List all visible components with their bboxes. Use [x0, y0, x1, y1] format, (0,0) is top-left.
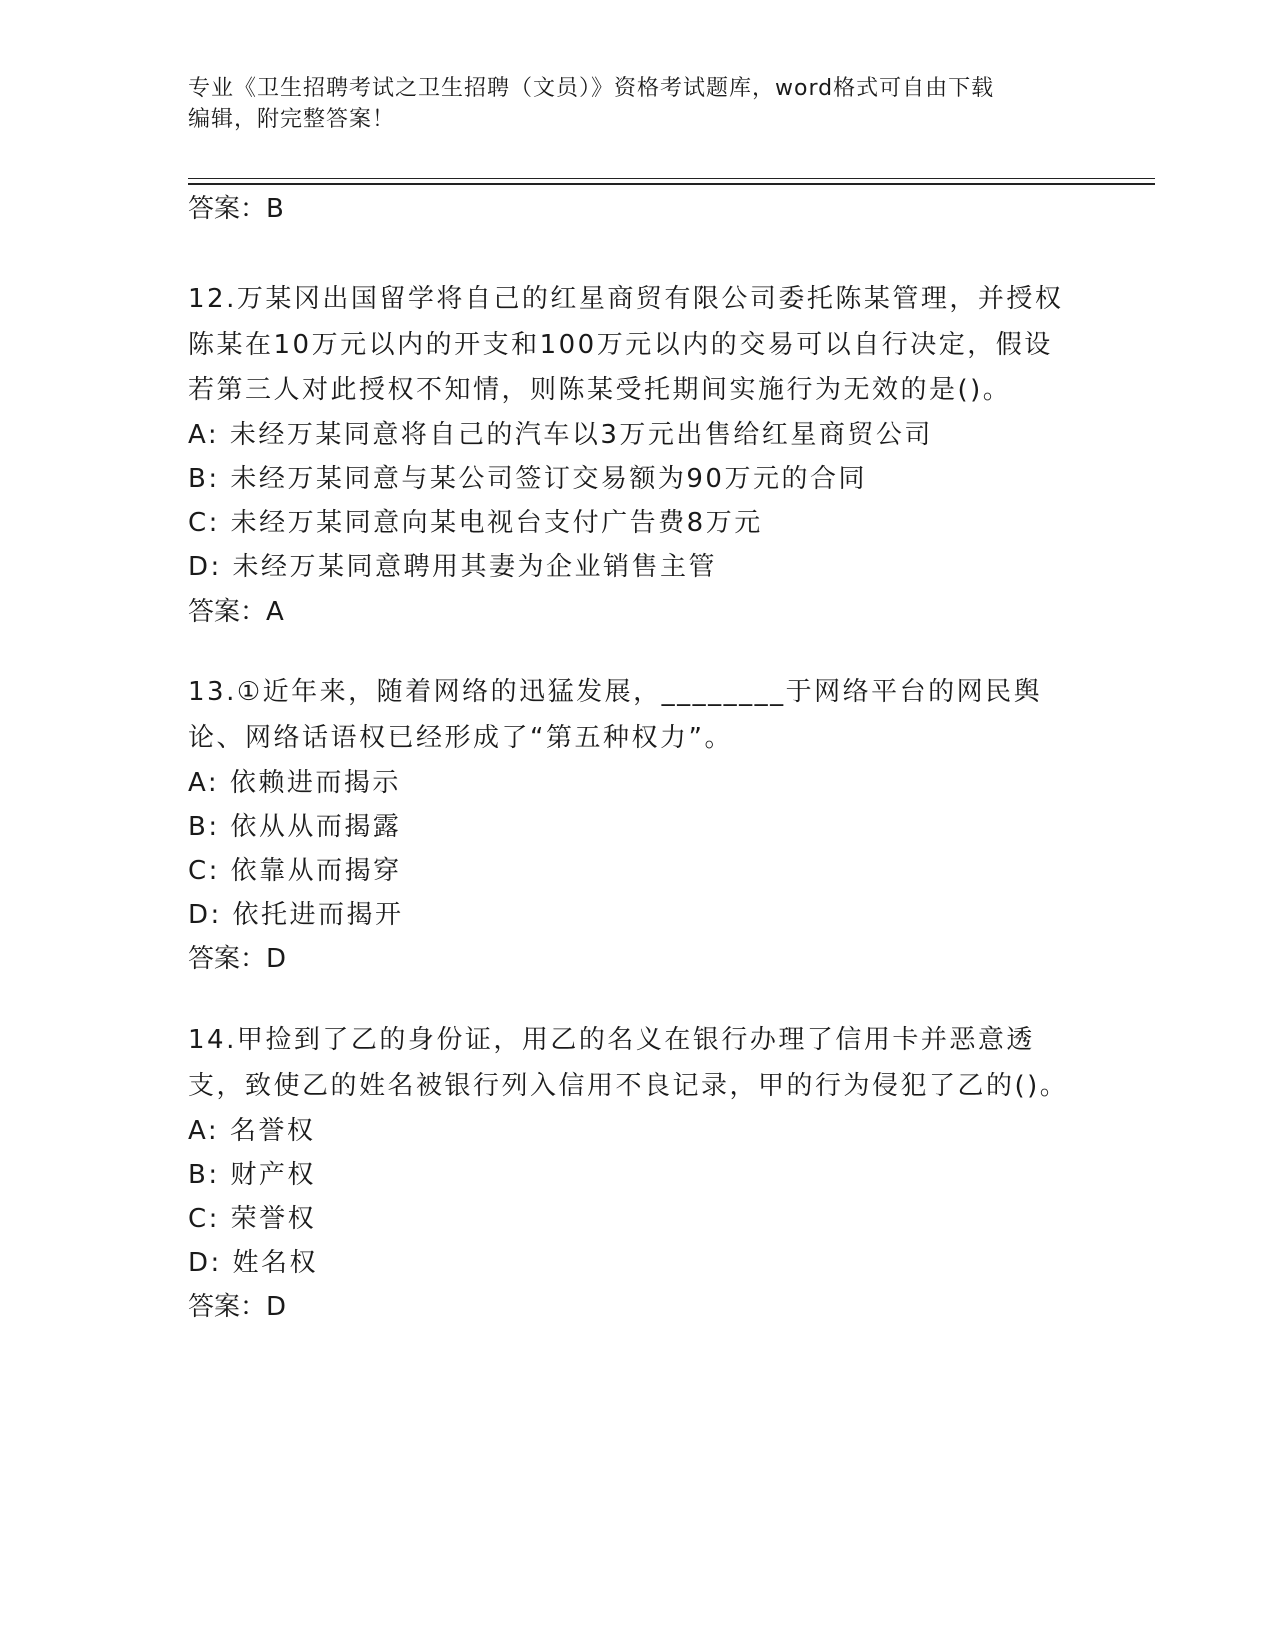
question-12-option-c: C: 未经万某同意向某电视台支付广告费8万元: [188, 508, 763, 538]
question-13-option-c: C: 依靠从而揭穿: [188, 856, 402, 886]
question-12-text: 12.万某冈出国留学将自己的红星商贸有限公司委托陈某管理，并授权陈某在10万元以内的开支和100万元以内的交易可以自行决定，假设若第三人对此授权不知情，则陈某受托期间实施行为无效的是()。: [188, 284, 1064, 405]
question-14-text: 14.甲捡到了乙的身份证，用乙的名义在银行办理了信用卡并恶意透支，致使乙的姓名被银行列入信用不良记录，甲的行为侵犯了乙的()。: [188, 1025, 1069, 1101]
question-14-option-c: C: 荣誉权: [188, 1204, 317, 1234]
question-12-option-d: D: 未经万某同意聘用其妻为企业销售主管: [188, 552, 718, 582]
question-13-option-a: A: 依赖进而揭示: [188, 768, 401, 798]
header-divider: [188, 178, 1155, 179]
question-14-option-b: B: 财产权: [188, 1160, 316, 1190]
question-14-answer: 答案：D: [188, 1292, 287, 1322]
question-12-option-b: B: 未经万某同意与某公司签订交易额为90万元的合同: [188, 464, 867, 494]
question-13-option-d: D: 依托进而揭开: [188, 900, 404, 930]
question-12-option-a: A: 未经万某同意将自己的汽车以3万元出售给红星商贸公司: [188, 420, 933, 450]
header-line-2: 编辑，附完整答案！: [188, 107, 396, 132]
answer-label: 答案：B: [188, 194, 284, 224]
question-13-answer: 答案：D: [188, 944, 287, 974]
question-14-option-d: D: 姓名权: [188, 1248, 319, 1278]
header-divider-thick: [188, 183, 1155, 185]
question-12-answer: 答案：A: [188, 597, 284, 627]
question-13-text: 13.①近年来，随着网络的迅猛发展，________于网络平台的网民舆论、网络话语权已经形成了“第五种权力”。: [188, 677, 1043, 753]
question-14-option-a: A: 名誉权: [188, 1116, 316, 1146]
header-line-1: 专业《卫生招聘考试之卫生招聘（文员）》资格考试题库，word格式可自由下载: [188, 76, 995, 101]
document-header: [188, 73, 1088, 135]
question-13-option-b: B: 依从从而揭露: [188, 812, 402, 842]
